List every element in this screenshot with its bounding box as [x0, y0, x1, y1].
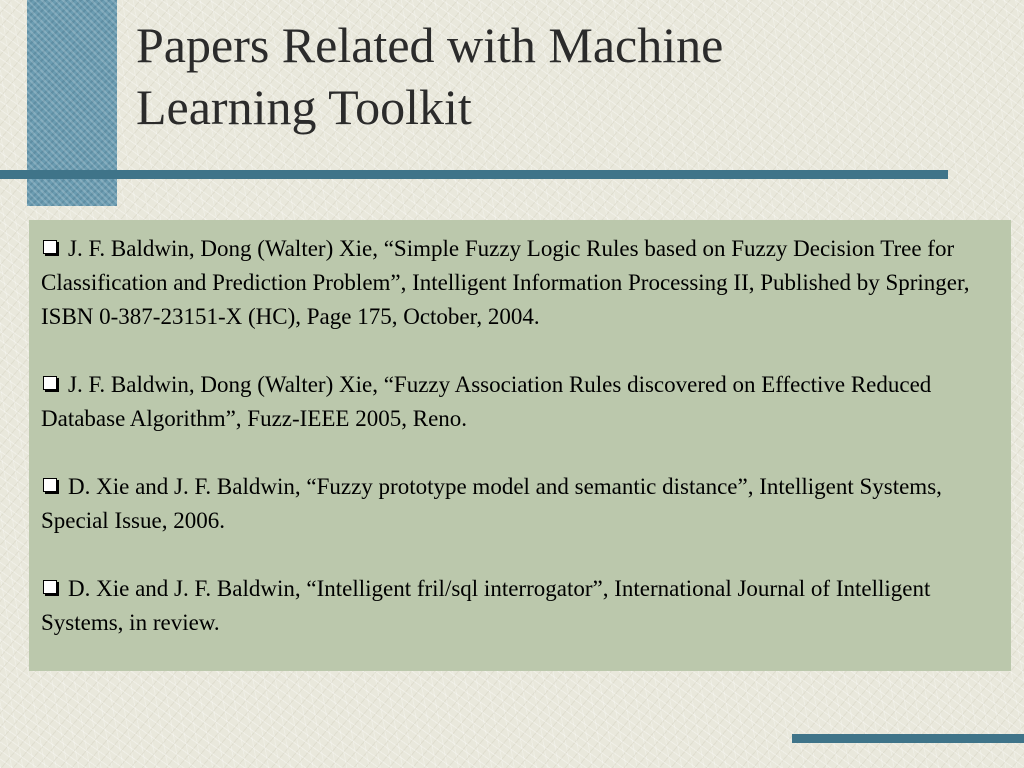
- paper-text: J. F. Baldwin, Dong (Walter) Xie, “Simple Fuzzy Logic Rules based on Fuzzy Decision Tree for Classification and Prediction Problem”, Intelligent Information Processing II, Published by Springer, ISBN 0-387-23151-X (HC), Page 175, October, 2004.: [41, 236, 970, 329]
- list-item: [41, 572, 997, 640]
- footer-rule: [792, 734, 1024, 743]
- hollow-square-icon: [43, 376, 57, 390]
- title-underline: [0, 170, 948, 179]
- paper-text: D. Xie and J. F. Baldwin, “Intelligent fril/sql interrogator”, International Journal of Intelligent Systems, in review.: [41, 576, 931, 635]
- list-item: [41, 232, 997, 334]
- hollow-square-icon: [43, 240, 57, 254]
- slide-title: [136, 14, 1006, 138]
- title-line-1: Papers Related with Machine: [136, 17, 724, 73]
- list-item: [41, 368, 997, 436]
- paper-text: J. F. Baldwin, Dong (Walter) Xie, “Fuzzy Association Rules discovered on Effective Reduced Database Algorithm”, Fuzz-IEEE 2005, Reno.: [41, 372, 932, 431]
- papers-list: [29, 220, 1011, 671]
- hollow-square-icon: [43, 478, 57, 492]
- list-item: [41, 470, 997, 538]
- paper-text: D. Xie and J. F. Baldwin, “Fuzzy prototype model and semantic distance”, Intelligent Systems, Special Issue, 2006.: [41, 474, 942, 533]
- hollow-square-icon: [43, 580, 57, 594]
- title-line-2: Learning Toolkit: [136, 79, 472, 135]
